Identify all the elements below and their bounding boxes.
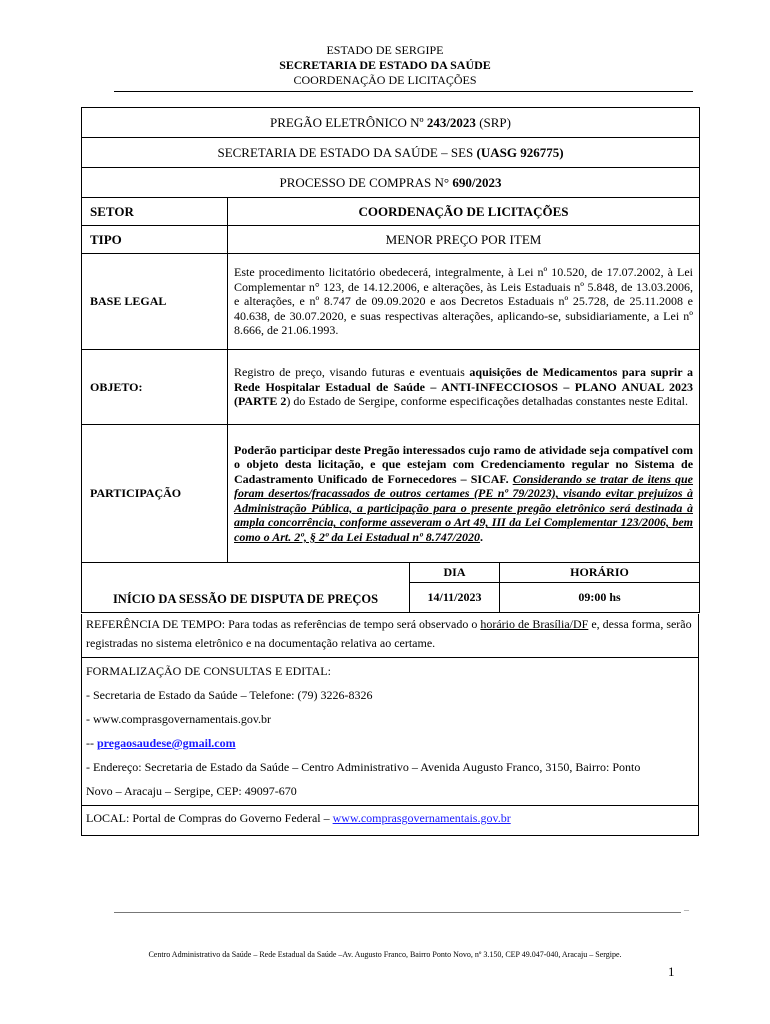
processo-row <box>82 168 700 198</box>
compras-link[interactable]: www.comprasgovernamentais.gov.br <box>332 811 511 825</box>
horario-value: 09:00 hs <box>500 583 700 613</box>
objeto-highlight: aquisições de Medicamentos para suprir a Rede Hospitalar Estadual de Saúde – ANTI-INFECCIOSOS – PLANO ANUAL 2023 (PARTE 2 <box>234 365 694 409</box>
participacao-clause: Considerando se tratar de itens que foram desertos/fracassados de outros certames (PE nº 79/2023), visando evitar prejuízos à Administração Pública, a participação para o presente pregão eletrônico será destinada à ampla concorrência, conforme asseveram o Art 49, III da Lei Complementar 123/2006, bem como o Art. 2º, § 2º da Lei Estadual nº 8.747/2020 <box>234 471 694 544</box>
objeto-rest: ) do Estado de Sergipe, conforme especificações detalhadas constantes neste Edital. <box>286 394 688 409</box>
pregao-row <box>82 108 700 138</box>
formalizacao-telefone: - Secretaria de Estado da Saúde – Telefone: (79) 3226-8326 <box>86 688 373 702</box>
secretaria-cell <box>82 138 700 168</box>
horario-brasilia: horário de Brasília/DF <box>480 617 589 631</box>
participacao-text <box>228 425 700 563</box>
horario-header: HORÁRIO <box>500 563 700 583</box>
pregao-cell <box>82 108 700 138</box>
local-box <box>81 805 699 836</box>
email-prefix: -- <box>86 736 97 750</box>
objeto-row <box>82 350 700 425</box>
formalizacao-endereco: - Endereço: Secretaria de Estado da Saúde – Centro Administrativo – Avenida Augusto Franco, 3150, Bairro: Ponto <box>86 760 641 774</box>
processo-number: 690/2023 <box>452 174 502 190</box>
participacao-label: PARTICIPAÇÃO <box>82 425 228 563</box>
participacao-end: . <box>480 529 484 544</box>
setor-label: SETOR <box>82 198 228 226</box>
header-coordination: COORDENAÇÃO DE LICITAÇÕES <box>293 73 477 87</box>
footer-dash: – <box>684 905 689 916</box>
tipo-label: TIPO <box>82 226 228 254</box>
header-divider <box>114 91 693 92</box>
participacao-intro: Poderão participar deste Pregão interessados cujo ramo de atividade seja compatível com o objeto desta licitação, e que estejam com Credenciamento regular no Sistema de Cadastramento Unificado de Fornecedores – SICAF. <box>234 442 694 486</box>
formalizacao-title: FORMALIZAÇÃO DE CONSULTAS E EDITAL: <box>86 664 331 678</box>
local-text <box>82 805 698 831</box>
processo-prefix: PROCESSO DE COMPRAS N° <box>279 174 453 190</box>
base-legal-text: Este procedimento licitatório obedecerá, integralmente, à Lei nº 10.520, de 17.07.2002, à Lei Complementar n° 123, de 14.12.2006, e alterações, às Leis Estaduais nº 5.848, de 13.03.2006, e alterações, e nº 8.747 de 09.09.2020 e aos Decretos Estaduais nº 25.728, de 25.11.2008 e 40.638, de 30.07.2020, e suas respectivas alterações, aplicando-se, subsidiariamente, a Lei nº 8.666, de 21.06.1993. <box>228 254 700 350</box>
edital-summary-table <box>81 107 700 613</box>
referencia-box <box>81 614 699 658</box>
header-state: ESTADO DE SERGIPE <box>326 43 444 57</box>
processo-cell <box>82 168 700 198</box>
pregao-number: 243/2023 <box>426 114 476 130</box>
dia-header: DIA <box>410 563 500 583</box>
objeto-label: OBJETO: <box>82 350 228 425</box>
setor-row <box>82 198 700 226</box>
tipo-value: MENOR PREÇO POR ITEM <box>228 226 700 254</box>
pregao-suffix: (SRP) <box>475 114 511 130</box>
formalizacao-endereco-cont: Novo – Aracaju – Sergipe, CEP: 49097-670 <box>86 784 297 798</box>
referencia-text <box>82 615 698 653</box>
formalizacao-box <box>81 657 699 806</box>
local-prefix: LOCAL: Portal de Compras do Governo Federal – <box>86 811 333 825</box>
email-link[interactable]: pregaosaudese@gmail.com <box>97 736 236 750</box>
objeto-intro: Registro de preço, visando futuras e eventuais <box>234 365 470 380</box>
setor-value: COORDENAÇÃO DE LICITAÇÕES <box>228 198 700 226</box>
header-secretariat: SECRETARIA DE ESTADO DA SAÚDE <box>279 58 491 72</box>
referencia-intro: REFERÊNCIA DE TEMPO: Para todas as referências de tempo será observado o <box>86 617 481 631</box>
formalizacao-email-line <box>82 731 698 755</box>
secretaria-prefix: SECRETARIA DE ESTADO DA SAÚDE – SES <box>217 144 477 160</box>
dia-value: 14/11/2023 <box>410 583 500 613</box>
sessao-label: INÍCIO DA SESSÃO DE DISPUTA DE PREÇOS <box>82 563 410 613</box>
uasg-number: (UASG 926775) <box>476 144 564 160</box>
sessao-header-row <box>82 563 700 583</box>
page-number: 1 <box>668 964 675 979</box>
participacao-row <box>82 425 700 563</box>
referencia-rest: e, dessa forma, serão registradas no sistema eletrônico e na documentação relativa ao certame. <box>86 617 692 650</box>
footer-divider <box>114 912 681 913</box>
pregao-prefix: PREGÃO ELETRÔNICO Nº <box>270 114 427 130</box>
tipo-row <box>82 226 700 254</box>
footer-address: Centro Administrativo da Saúde – Rede Estadual da Saúde –Av. Augusto Franco, Bairro Ponto Novo, nº 3.150, CEP 49.047-040, Aracaju – Sergipe. <box>148 950 622 959</box>
objeto-text <box>228 350 700 425</box>
base-legal-row <box>82 254 700 350</box>
base-legal-label: BASE LEGAL <box>82 254 228 350</box>
secretaria-row <box>82 138 700 168</box>
formalizacao-site: - www.comprasgovernamentais.gov.br <box>86 712 272 726</box>
